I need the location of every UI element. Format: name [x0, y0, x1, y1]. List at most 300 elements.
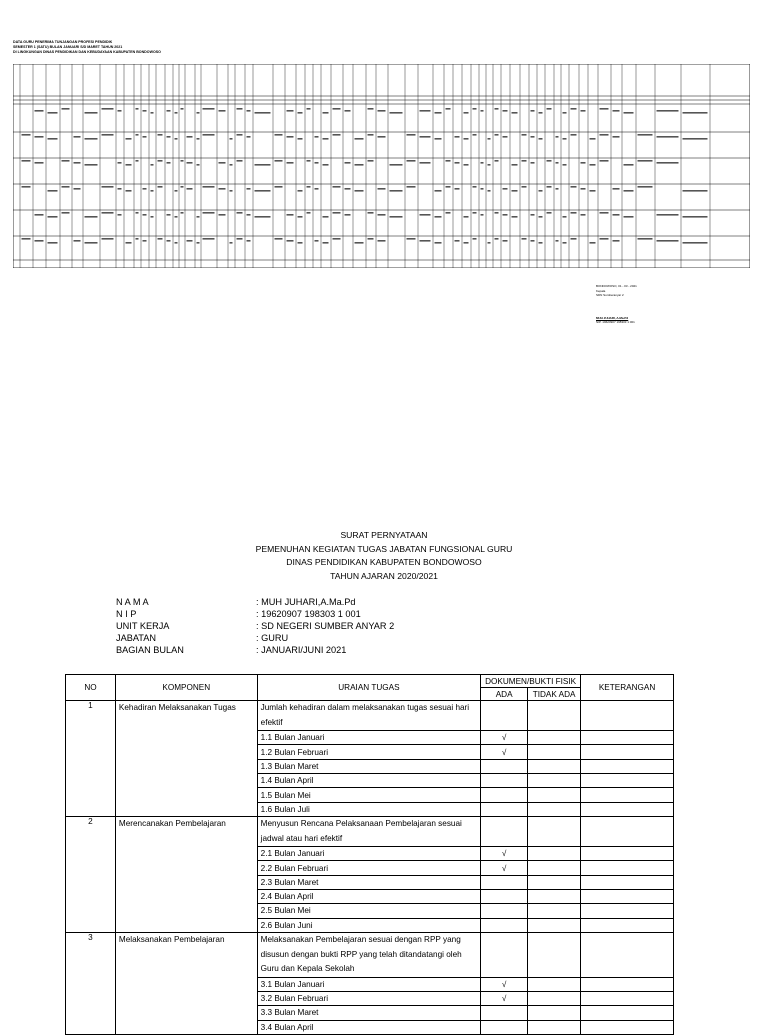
grid-text-mark [247, 110, 251, 112]
grid-text-mark [638, 186, 653, 188]
grid-text-mark [323, 164, 329, 166]
grid-text-mark [315, 240, 319, 242]
grid-text-mark [143, 136, 147, 138]
grid-text-mark [657, 240, 679, 242]
month-item: 1.6 Bulan Juli [257, 802, 481, 816]
grid-text-mark [563, 164, 567, 166]
grid-text-mark [298, 216, 303, 218]
grid-text-mark [613, 110, 620, 112]
cell-ada [481, 701, 528, 731]
grid-text-mark [203, 108, 215, 110]
grid-text-mark [581, 214, 586, 216]
grid-text-mark [22, 186, 31, 188]
cell-keterangan [581, 918, 674, 932]
grid-text-mark [126, 138, 132, 140]
grid-text-mark [683, 190, 708, 192]
grid-text-mark [473, 134, 477, 136]
grid-text-mark [136, 134, 139, 136]
grid-text-mark [420, 240, 431, 242]
grid-text-mark [307, 212, 311, 214]
grid-text-mark [512, 216, 518, 218]
check-tidak-ada [528, 861, 581, 875]
grid-text-mark [355, 138, 364, 140]
grid-text-mark [230, 190, 233, 192]
check-ada [481, 890, 528, 904]
task-table [65, 674, 674, 1035]
check-ada [481, 1006, 528, 1020]
month-item: 3.2 Bulan Februari [257, 992, 481, 1006]
grid-text-mark [512, 164, 518, 166]
signature-name: MUH JUHARI, A.Ma.Pd [596, 315, 629, 320]
grid-text-mark [275, 160, 283, 162]
grid-text-mark [600, 108, 609, 110]
grid-text-mark [85, 164, 98, 166]
grid-text-mark [547, 108, 552, 110]
grid-text-mark [446, 212, 451, 214]
info-label: N A M A [116, 597, 149, 607]
grid-text-mark [126, 164, 132, 166]
grid-text-mark [143, 188, 147, 190]
grid-text-mark [74, 162, 81, 164]
check-ada [481, 802, 528, 816]
grid-text-mark [590, 242, 596, 244]
grid-text-mark [85, 242, 98, 244]
cell-ada [481, 816, 528, 846]
info-row-bagian-bulan [116, 644, 394, 656]
row-component: Kehadiran Melaksanakan Tugas [115, 701, 257, 817]
grid-text-mark [48, 242, 58, 244]
grid-text-mark [488, 190, 491, 192]
grid-text-mark [181, 160, 184, 162]
grid-text-mark [287, 240, 294, 242]
grid-text-mark [237, 160, 243, 162]
info-label: JABATAN [116, 633, 156, 644]
grid-text-mark [187, 188, 193, 190]
report-title-line-3: DI LINGKUNGAN DINAS PENDIDIKAN DAN KEBUDAYAAN KABUPATEN BONDOWOSO [13, 50, 161, 54]
grid-text-mark [197, 216, 200, 218]
grid-text-mark [531, 136, 535, 138]
grid-text-mark [136, 108, 139, 110]
grid-text-mark [539, 242, 543, 244]
cell-keterangan [581, 1006, 674, 1020]
grid-text-mark [446, 108, 451, 110]
grid-text-mark [298, 112, 303, 114]
grid-text-mark [571, 134, 577, 136]
grid-text-mark [473, 108, 477, 110]
grid-text-mark [237, 238, 243, 240]
row-number: 2 [66, 816, 116, 932]
cell-tidak [528, 932, 581, 977]
cell-keterangan [581, 759, 674, 773]
grid-text-mark [571, 212, 577, 214]
grid-text-mark [102, 186, 114, 188]
header-tidak-ada: TIDAK ADA [528, 688, 581, 701]
grid-text-mark [539, 138, 543, 140]
grid-text-mark [287, 214, 294, 216]
grid-text-mark [175, 242, 178, 244]
statement-title-line-4: TAHUN AJARAN 2020/2021 [330, 570, 438, 581]
grid-text-mark [473, 238, 477, 240]
cell-keterangan [581, 847, 674, 861]
cell-keterangan [581, 977, 674, 991]
report-title-line-2: SEMESTER 1 (SATU) BULAN JANUARI S/D MARET TAHUN 2021 [13, 45, 123, 49]
grid-text-mark [455, 188, 460, 190]
grid-text-mark [74, 136, 81, 138]
grid-text-mark [407, 238, 416, 240]
header-ada: ADA [481, 688, 528, 701]
grid-text-mark [143, 110, 147, 112]
grid-text-mark [48, 190, 58, 192]
month-item: 1.3 Bulan Maret [257, 759, 481, 773]
grid-text-mark [571, 238, 577, 240]
grid-text-mark [247, 136, 251, 138]
grid-text-mark [355, 190, 364, 192]
grid-text-mark [307, 108, 311, 110]
info-value: : GURU [256, 633, 289, 644]
grid-text-mark [136, 160, 139, 162]
grid-text-mark [368, 238, 374, 240]
grid-text-mark [495, 212, 499, 214]
grid-text-mark [522, 186, 527, 188]
month-item: 2.4 Bulan April [257, 890, 481, 904]
grid-text-mark [175, 112, 178, 114]
grid-text-mark [512, 190, 518, 192]
check-tidak-ada [528, 1020, 581, 1034]
grid-text-mark [455, 136, 460, 138]
grid-text-mark [657, 162, 679, 164]
cell-tidak [528, 701, 581, 731]
grid-text-mark [48, 216, 58, 218]
grid-text-mark [255, 164, 271, 166]
info-value: : JANUARI/JUNI 2021 [256, 645, 347, 656]
grid-text-mark [407, 134, 416, 136]
grid-text-mark [275, 134, 283, 136]
grid-text-mark [495, 160, 499, 162]
statement-title-line-3: DINAS PENDIDIKAN KABUPATEN BONDOWOSO [286, 557, 482, 568]
info-row-jabatan [116, 632, 394, 644]
teacher-data-grid [13, 64, 750, 268]
cell-keterangan [581, 745, 674, 759]
grid-text-mark [539, 190, 543, 192]
grid-text-mark [247, 214, 251, 216]
month-item: 1.2 Bulan Februari [257, 745, 481, 759]
grid-text-mark [613, 188, 620, 190]
grid-text-mark [638, 160, 653, 162]
check-ada [481, 904, 528, 918]
grid-text-mark [333, 212, 341, 214]
grid-text-mark [151, 164, 154, 166]
grid-text-mark [435, 216, 442, 218]
cell-keterangan [581, 992, 674, 1006]
report-header [13, 40, 763, 55]
grid-text-mark [62, 212, 70, 214]
grid-text-mark [158, 160, 163, 162]
grid-text-mark [230, 242, 233, 244]
grid-text-mark [522, 160, 527, 162]
grid-text-mark [323, 112, 329, 114]
check-ada: √ [481, 745, 528, 759]
grid-text-mark [323, 216, 329, 218]
grid-text-mark [237, 134, 243, 136]
grid-text-mark [378, 240, 386, 242]
grid-text-mark [481, 162, 484, 164]
grid-text-mark [446, 160, 451, 162]
row-number: 3 [66, 932, 116, 1034]
grid-text-mark [197, 242, 200, 244]
grid-text-mark [581, 162, 586, 164]
grid-text-mark [464, 112, 469, 114]
cell-keterangan [581, 788, 674, 802]
statement-title-line-1: SURAT PERNYATAAN [340, 530, 428, 540]
grid-text-mark [481, 214, 484, 216]
grid-text-mark [420, 110, 431, 112]
grid-text-mark [531, 110, 535, 112]
grid-text-mark [255, 112, 271, 114]
grid-text-mark [62, 160, 70, 162]
info-label: UNIT KERJA [116, 621, 170, 632]
grid-text-mark [203, 186, 215, 188]
statement-title-line-2: PEMENUHAN KEGIATAN TUGAS JABATAN FUNGSIONAL GURU [255, 543, 513, 554]
grid-text-mark [167, 214, 171, 216]
grid-text-mark [62, 108, 70, 110]
table-row [66, 932, 674, 977]
grid-text-mark [368, 212, 374, 214]
statement-title [0, 529, 768, 583]
grid-text-mark [219, 188, 226, 190]
grid-text-mark [503, 188, 508, 190]
grid-text-mark [600, 160, 609, 162]
grid-text-mark [158, 134, 163, 136]
check-tidak-ada [528, 774, 581, 788]
grid-text-mark [590, 164, 596, 166]
signature-nip: NIP. 19620907 198303 1 001 [596, 320, 635, 325]
grid-text-mark [315, 162, 319, 164]
grid-text-mark [85, 138, 98, 140]
grid-text-mark [473, 212, 477, 214]
grid-text-mark [683, 242, 708, 244]
grid-text-mark [102, 212, 114, 214]
grid-text-mark [657, 214, 679, 216]
grid-text-mark [590, 190, 596, 192]
grid-text-mark [390, 190, 403, 192]
check-tidak-ada [528, 788, 581, 802]
grid-text-mark [187, 240, 193, 242]
month-item: 3.3 Bulan Maret [257, 1006, 481, 1020]
grid-text-mark [455, 240, 460, 242]
grid-text-mark [255, 216, 271, 218]
grid-text-mark [481, 110, 484, 112]
grid-text-mark [167, 110, 171, 112]
grid-text-mark [287, 110, 294, 112]
grid-text-mark [624, 164, 634, 166]
month-item: 3.4 Bulan April [257, 1020, 481, 1034]
grid-text-mark [600, 238, 609, 240]
grid-text-mark [571, 186, 577, 188]
check-ada [481, 918, 528, 932]
grid-text-mark [219, 110, 226, 112]
grid-text-mark [237, 212, 243, 214]
grid-text-mark [345, 162, 351, 164]
grid-text-mark [547, 160, 552, 162]
grid-text-mark [167, 136, 171, 138]
grid-text-mark [368, 108, 374, 110]
grid-text-mark [547, 186, 552, 188]
grid-text-mark [488, 164, 491, 166]
grid-text-mark [464, 164, 469, 166]
grid-text-mark [181, 108, 184, 110]
month-item: 2.1 Bulan Januari [257, 847, 481, 861]
info-label: N I P [116, 609, 137, 620]
check-tidak-ada [528, 731, 581, 745]
grid-text-mark [435, 138, 442, 140]
grid-text-mark [590, 138, 596, 140]
check-tidak-ada [528, 875, 581, 889]
grid-text-mark [503, 110, 508, 112]
grid-text-mark [118, 188, 122, 190]
grid-text-mark [355, 164, 364, 166]
grid-text-mark [247, 240, 251, 242]
header-dokumen: DOKUMEN/BUKTI FISIK [481, 675, 581, 688]
grid-text-mark [683, 112, 708, 114]
grid-text-mark [390, 216, 403, 218]
grid-text-mark [345, 188, 351, 190]
grid-text-mark [136, 212, 139, 214]
header-komponen: KOMPONEN [115, 675, 257, 701]
grid-text-mark [345, 214, 351, 216]
grid-text-mark [613, 214, 620, 216]
grid-text-mark [22, 134, 31, 136]
grid-text-mark [35, 162, 44, 164]
grid-text-mark [531, 162, 535, 164]
grid-text-mark [203, 212, 215, 214]
grid-text-mark [35, 240, 44, 242]
grid-text-mark [298, 138, 303, 140]
info-value: : SD NEGERI SUMBER ANYAR 2 [256, 621, 395, 632]
grid-text-mark [275, 186, 283, 188]
grid-text-mark [126, 242, 132, 244]
grid-text-mark [407, 186, 416, 188]
grid-text-mark [407, 160, 416, 162]
grid-text-mark [638, 134, 653, 136]
cell-tidak [528, 816, 581, 846]
grid-text-mark [563, 112, 567, 114]
check-ada: √ [481, 861, 528, 875]
grid-text-mark [181, 212, 184, 214]
check-tidak-ada [528, 759, 581, 773]
grid-text-mark [118, 110, 122, 112]
grid-text-mark [503, 240, 508, 242]
grid-text-mark [495, 238, 499, 240]
row-task-description: Jumlah kehadiran dalam melaksanakan tugas sesuai hari efektif [257, 701, 481, 731]
grid-text-mark [522, 238, 527, 240]
grid-text-mark [143, 240, 147, 242]
grid-text-mark [323, 138, 329, 140]
month-item: 2.3 Bulan Maret [257, 875, 481, 889]
grid-text-mark [187, 136, 193, 138]
grid-text-mark [378, 188, 386, 190]
grid-text-mark [503, 136, 508, 138]
check-ada [481, 1020, 528, 1034]
grid-text-mark [547, 212, 552, 214]
grid-text-mark [420, 136, 431, 138]
cell-keterangan [581, 861, 674, 875]
grid-text-mark [368, 160, 374, 162]
check-ada [481, 788, 528, 802]
check-tidak-ada [528, 847, 581, 861]
cell-keterangan [581, 1020, 674, 1034]
grid-text-mark [74, 188, 81, 190]
grid-text-mark [175, 138, 178, 140]
month-item: 2.6 Bulan Juni [257, 918, 481, 932]
grid-text-mark [624, 216, 634, 218]
grid-text-mark [48, 138, 58, 140]
cell-keterangan [581, 802, 674, 816]
table-row [66, 816, 674, 846]
grid-text-mark [126, 190, 132, 192]
grid-text-mark [74, 240, 81, 242]
grid-text-mark [118, 162, 122, 164]
grid-text-mark [151, 112, 154, 114]
check-tidak-ada [528, 904, 581, 918]
grid-text-mark [102, 238, 114, 240]
grid-text-mark [531, 214, 535, 216]
grid-text-mark [151, 216, 154, 218]
grid-text-mark [473, 186, 477, 188]
grid-text-mark [307, 186, 311, 188]
cell-keterangan [581, 890, 674, 904]
grid-text-mark [600, 134, 609, 136]
row-number: 1 [66, 701, 116, 817]
grid-text-mark [143, 214, 147, 216]
grid-text-mark [187, 162, 193, 164]
info-row-unit-kerja [116, 620, 394, 632]
grid-text-mark [287, 136, 294, 138]
grid-text-mark [158, 238, 163, 240]
grid-text-mark [600, 212, 609, 214]
grid-text-mark [237, 108, 243, 110]
check-ada: √ [481, 731, 528, 745]
header-keterangan: KETERANGAN [581, 675, 674, 701]
row-task-description: Melaksanakan Pembelajaran sesuai dengan RPP yang disusun dengan bukti RPP yang telah ditandatangi oleh Guru dan Kepala Sekolah [257, 932, 481, 977]
grid-text-mark [175, 216, 178, 218]
grid-text-mark [464, 138, 469, 140]
signature-block [596, 284, 746, 325]
grid-text-mark [35, 214, 44, 216]
grid-text-mark [435, 190, 442, 192]
grid-text-mark [556, 240, 559, 242]
cell-ket [581, 816, 674, 846]
grid-text-mark [175, 190, 178, 192]
grid-text-mark [368, 134, 374, 136]
report-title-line-1: DATA GURU PENERIMA TUNJANGAN PROFESI PENDIDIK [13, 40, 113, 44]
grid-text-mark [151, 190, 154, 192]
info-row-nip [116, 608, 394, 620]
grid-text-mark [247, 188, 251, 190]
grid-text-mark [197, 164, 200, 166]
grid-text-mark [203, 238, 215, 240]
grid-text-mark [571, 108, 577, 110]
cell-keterangan [581, 875, 674, 889]
check-ada [481, 875, 528, 889]
grid-text-mark [531, 240, 535, 242]
grid-text-mark [298, 242, 303, 244]
grid-text-mark [420, 162, 431, 164]
grid-text-mark [197, 138, 200, 140]
header-uraian: URAIAN TUGAS [257, 675, 481, 701]
check-ada [481, 759, 528, 773]
grid-text-mark [495, 108, 499, 110]
grid-text-mark [581, 188, 586, 190]
